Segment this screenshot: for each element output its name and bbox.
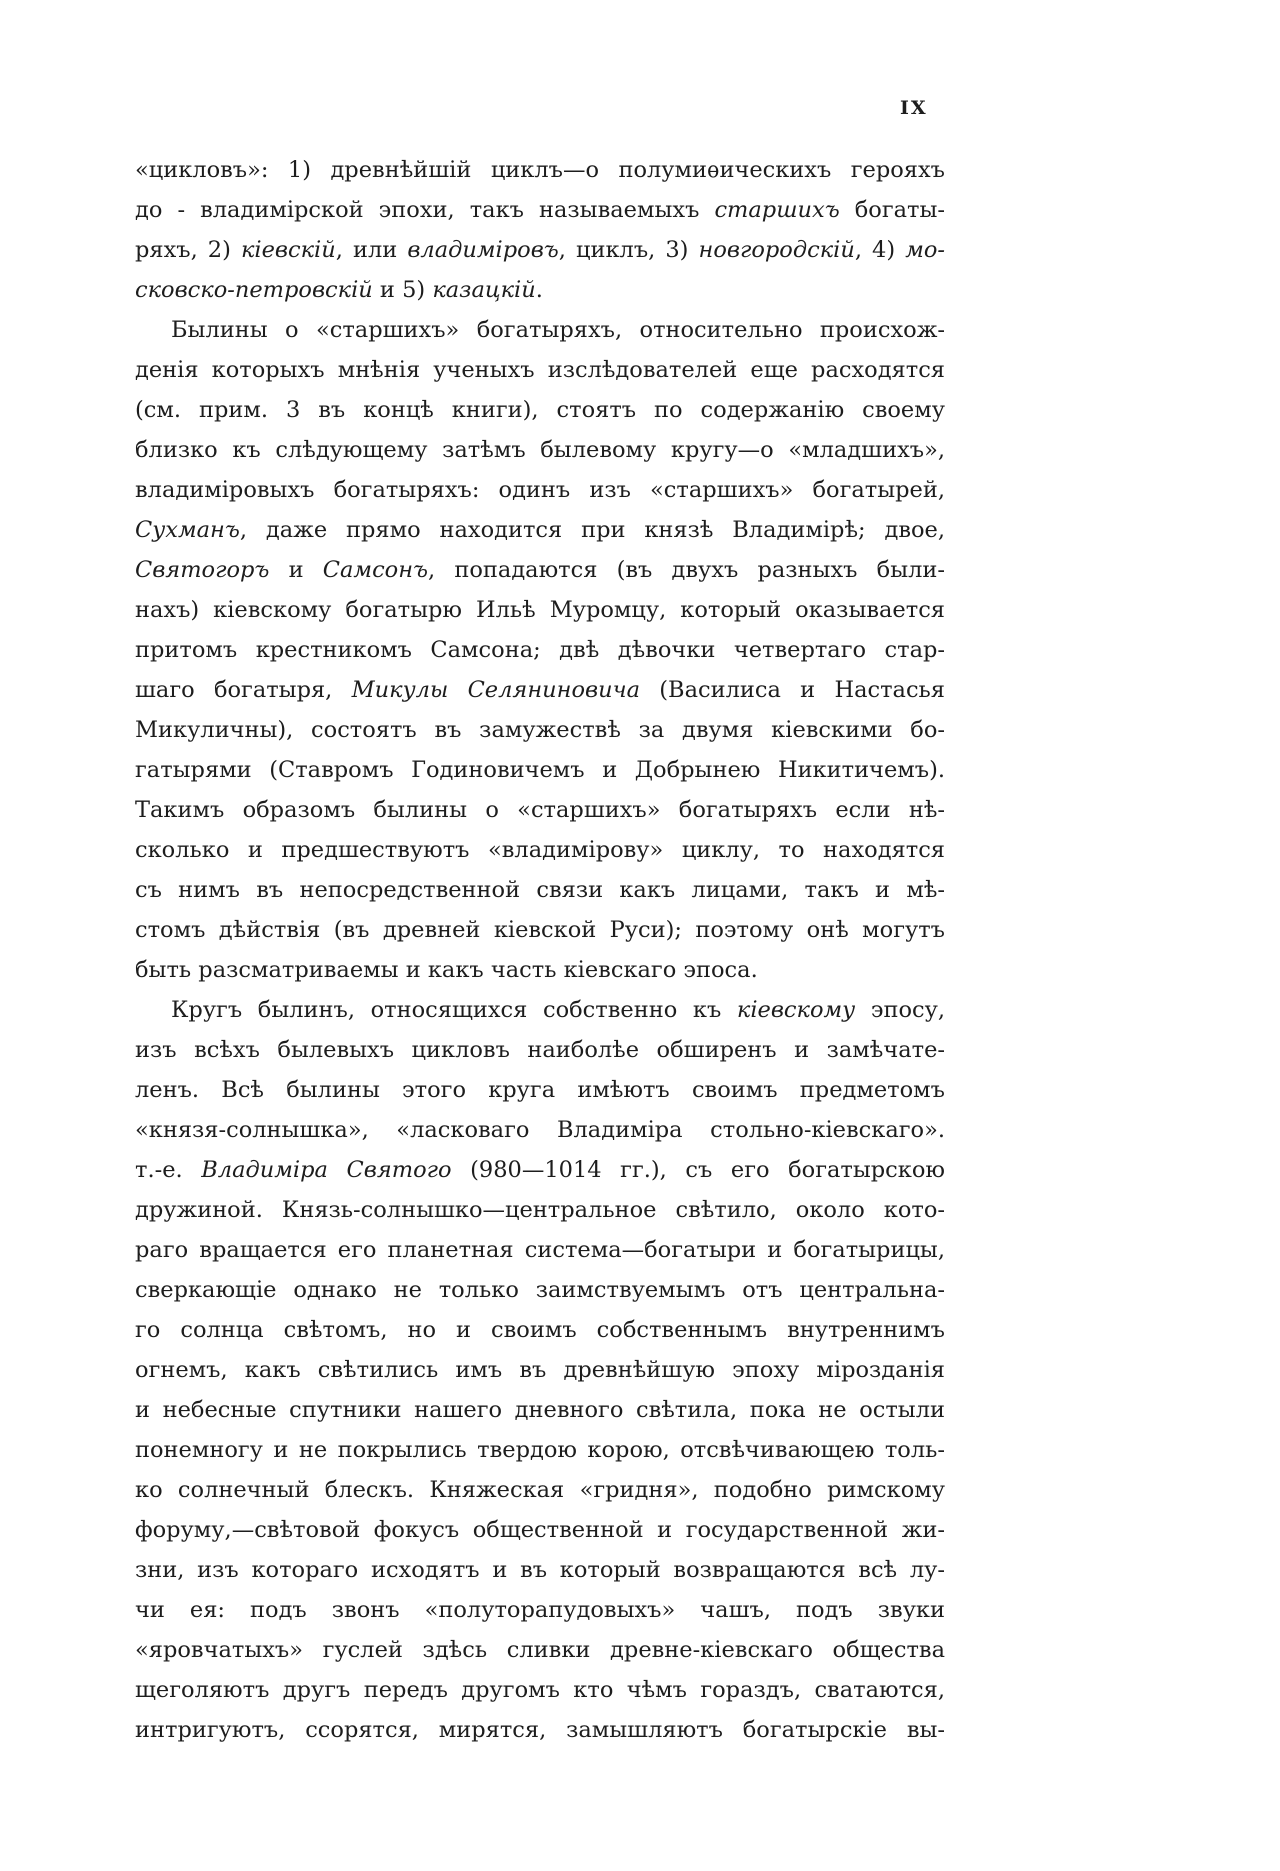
text-line bbox=[135, 1190, 945, 1230]
text-line bbox=[135, 1350, 945, 1390]
text-run: дружиной. Князь-солнышко—центральное свѣтило, около кото- bbox=[135, 1197, 945, 1223]
text-line bbox=[135, 470, 945, 510]
text-run: сколько и предшествуютъ «владимірову» циклу, то находятся bbox=[135, 837, 945, 863]
text-line bbox=[135, 190, 945, 230]
text-line bbox=[135, 990, 945, 1030]
text-run: (980—1014 гг.), съ его богатырскою bbox=[451, 1157, 945, 1183]
text-run: притомъ крестникомъ Самсона; двѣ дѣвочки четвертаго стар- bbox=[135, 637, 945, 663]
text-run: ленъ. Всѣ былины этого круга имѣютъ своимъ предметомъ bbox=[135, 1077, 945, 1103]
italic-run: Владиміра Святого bbox=[201, 1157, 452, 1183]
paragraph bbox=[135, 310, 945, 990]
text-line bbox=[135, 1230, 945, 1270]
text-run: «князя-солнышка», «ласковаго Владиміра стольно-кіевскаго». bbox=[135, 1117, 945, 1143]
text-line bbox=[135, 950, 945, 990]
text-run: , или bbox=[335, 237, 408, 263]
text-run: Былины о «старшихъ» богатыряхъ, относительно происхож- bbox=[171, 317, 945, 343]
text-run: и небесные спутники нашего дневного свѣтила, пока не остыли bbox=[135, 1397, 945, 1423]
text-run: нахъ) кіевскому богатырю Ильѣ Муромцу, который оказывается bbox=[135, 597, 945, 623]
text-run: и 5) bbox=[372, 277, 433, 303]
page-text bbox=[135, 150, 945, 1750]
text-run: раго вращается его планетная система—богатыри и богатырицы, bbox=[135, 1237, 945, 1263]
text-line bbox=[135, 1310, 945, 1350]
italic-run: сковско-петровскій bbox=[135, 277, 373, 303]
italic-run: Святогоръ bbox=[135, 557, 270, 583]
text-run: . bbox=[535, 277, 543, 303]
text-run: стомъ дѣйствія (въ древней кіевской Руси); поэтому онѣ могутъ bbox=[135, 917, 945, 943]
text-line bbox=[135, 590, 945, 630]
text-line bbox=[135, 150, 945, 190]
italic-run: Самсонъ bbox=[322, 557, 429, 583]
text-line bbox=[135, 510, 945, 550]
text-run: до - владимірской эпохи, такъ называемыхъ bbox=[135, 197, 715, 223]
text-line bbox=[135, 710, 945, 750]
text-line bbox=[135, 630, 945, 670]
text-run: быть разсматриваемы и какъ часть кіевскаго эпоса. bbox=[135, 957, 758, 983]
italic-run: кіевскому bbox=[736, 997, 856, 1023]
text-line bbox=[135, 1150, 945, 1190]
text-line bbox=[135, 1070, 945, 1110]
text-run: съ нимъ въ непосредственной связи какъ лицами, такъ и мѣ- bbox=[135, 877, 945, 903]
text-run: т.-е. bbox=[135, 1157, 202, 1183]
text-line bbox=[135, 1030, 945, 1070]
text-run: шаго богатыря, bbox=[135, 677, 352, 703]
text-line bbox=[135, 1670, 945, 1710]
page-number: IX bbox=[900, 97, 928, 119]
text-run: форуму,—свѣтовой фокусъ общественной и государственной жи- bbox=[135, 1517, 945, 1543]
italic-run: старшихъ bbox=[714, 197, 840, 223]
text-line bbox=[135, 1110, 945, 1150]
text-run: владиміровыхъ богатыряхъ: одинъ изъ «старшихъ» богатырей, bbox=[135, 477, 945, 503]
text-line bbox=[135, 1470, 945, 1510]
text-run: , циклъ, 3) bbox=[558, 237, 699, 263]
italic-run: мо- bbox=[905, 237, 945, 263]
text-run: интригуютъ, ссорятся, мирятся, замышляютъ богатырскіе вы- bbox=[135, 1717, 945, 1743]
text-line bbox=[135, 1510, 945, 1550]
text-run: щеголяютъ другъ передъ другомъ кто чѣмъ гораздъ, сватаются, bbox=[135, 1677, 945, 1703]
text-run: Такимъ образомъ былины о «старшихъ» богатыряхъ если нѣ- bbox=[135, 797, 945, 823]
text-line bbox=[135, 1270, 945, 1310]
text-run: , попадаются (въ двухъ разныхъ были- bbox=[428, 557, 945, 583]
text-run: понемногу и не покрылись твердою корою, отсвѣчивающею толь- bbox=[135, 1437, 945, 1463]
italic-run: казацкій bbox=[432, 277, 536, 303]
text-line bbox=[135, 1550, 945, 1590]
text-line bbox=[135, 910, 945, 950]
italic-run: Сухманъ bbox=[135, 517, 240, 543]
text-run: денія которыхъ мнѣнія ученыхъ изслѣдователей еще расходятся bbox=[135, 357, 945, 383]
text-line bbox=[135, 430, 945, 470]
text-run: Микуличны), состоятъ въ замужествѣ за двумя кіевскими бо- bbox=[135, 717, 945, 743]
text-line bbox=[135, 550, 945, 590]
paragraph bbox=[135, 150, 945, 310]
text-run: Кругъ былинъ, относящихся собственно къ bbox=[171, 997, 737, 1023]
text-run: эпосу, bbox=[855, 997, 945, 1023]
text-run: го солнца свѣтомъ, но и своимъ собственнымъ внутреннимъ bbox=[135, 1317, 945, 1343]
text-run: (Василиса и Настасья bbox=[640, 677, 945, 703]
italic-run: кіевскій bbox=[240, 237, 336, 263]
text-run: чи ея: подъ звонъ «полуторапудовыхъ» чашъ, подъ звуки bbox=[135, 1597, 945, 1623]
text-run: богаты- bbox=[839, 197, 946, 223]
text-line bbox=[135, 790, 945, 830]
text-run: , 4) bbox=[854, 237, 906, 263]
text-run: сверкающіе однако не только заимствуемымъ отъ центральна- bbox=[135, 1277, 945, 1303]
italic-run: Микулы Селяниновича bbox=[351, 677, 640, 703]
text-line bbox=[135, 830, 945, 870]
text-run: близко къ слѣдующему затѣмъ былевому кругу—о «младшихъ», bbox=[135, 437, 945, 463]
text-line bbox=[135, 1710, 945, 1750]
text-run: изъ всѣхъ былевыхъ цикловъ наиболѣе обширенъ и замѣчате- bbox=[135, 1037, 945, 1063]
text-line bbox=[135, 270, 945, 310]
text-run: зни, изъ котораго исходятъ и въ который возвращаются всѣ лу- bbox=[135, 1557, 945, 1583]
paragraph bbox=[135, 990, 945, 1750]
text-line bbox=[135, 310, 945, 350]
text-line bbox=[135, 350, 945, 390]
text-run: (см. прим. 3 въ концѣ книги), стоятъ по содержанію своему bbox=[135, 397, 945, 423]
text-run: огнемъ, какъ свѣтились имъ въ древнѣйшую эпоху мірозданія bbox=[135, 1357, 945, 1383]
text-line bbox=[135, 390, 945, 430]
text-run: ко солнечный блескъ. Княжеская «гридня», подобно римскому bbox=[135, 1477, 945, 1503]
text-line bbox=[135, 1390, 945, 1430]
italic-run: владиміровъ bbox=[407, 237, 559, 263]
text-run: и bbox=[269, 557, 323, 583]
text-line bbox=[135, 230, 945, 270]
text-run: ряхъ, 2) bbox=[135, 237, 241, 263]
text-line bbox=[135, 1630, 945, 1670]
text-run: гатырями (Ставромъ Годиновичемъ и Добрынею Никитичемъ). bbox=[135, 757, 945, 783]
text-line bbox=[135, 1590, 945, 1630]
text-line bbox=[135, 870, 945, 910]
text-line bbox=[135, 670, 945, 710]
italic-run: новгородскій bbox=[698, 237, 855, 263]
text-run: , даже прямо находится при князѣ Владимірѣ; двое, bbox=[239, 517, 945, 543]
text-run: «яровчатыхъ» гуслей здѣсь сливки древне-кіевскаго общества bbox=[135, 1637, 945, 1663]
text-run: «цикловъ»: 1) древнѣйшій циклъ—о полумиѳическихъ герояхъ bbox=[135, 157, 945, 183]
text-line bbox=[135, 750, 945, 790]
text-line bbox=[135, 1430, 945, 1470]
